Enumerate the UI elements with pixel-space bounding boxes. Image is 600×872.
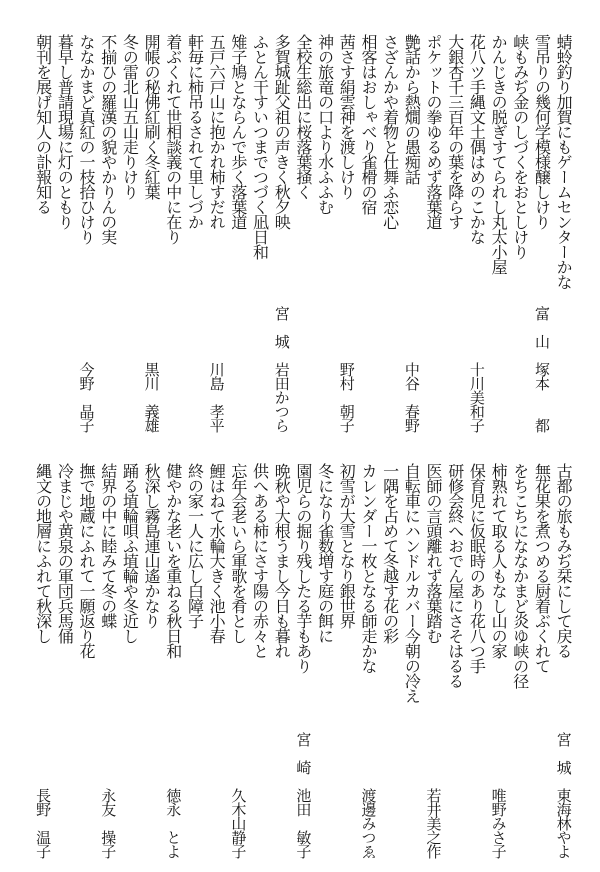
- haiku-column: [314, 463, 336, 858]
- author-block: [357, 788, 379, 858]
- haiku-text: 軒毎に柿吊るされて里しづか: [185, 34, 205, 229]
- haiku-column: [162, 34, 184, 432]
- haiku-column: [119, 34, 141, 432]
- haiku-column: [487, 463, 509, 858]
- author-block: [162, 788, 184, 858]
- haiku-column: [32, 34, 54, 432]
- haiku-text: 一隅を占めて冬越す花の彩: [380, 463, 400, 643]
- haiku-column: [401, 34, 423, 432]
- author-block: [140, 362, 162, 432]
- haiku-text: 神の旅竜の口より水ふふむ: [315, 34, 335, 214]
- haiku-column: [140, 34, 162, 432]
- author-name: 若井美之作: [424, 788, 443, 858]
- haiku-text: 峡もみぢ金のしづくをおとしけり: [510, 34, 530, 259]
- haiku-text: 雪吊りの幾何学模様醸しけり: [532, 34, 552, 229]
- haiku-column: [54, 463, 76, 858]
- author-block: [552, 732, 574, 858]
- haiku-column: [444, 463, 466, 858]
- haiku-column: [32, 463, 54, 858]
- haiku-text: 開帳の秘佛紅刷く冬紅葉: [142, 34, 162, 199]
- haiku-column: [292, 463, 314, 858]
- haiku-text: 古都の旅もみぢ栞にして戻る: [554, 463, 574, 658]
- haiku-section-top: [0, 34, 600, 432]
- author-prefecture: 富山: [532, 306, 551, 362]
- haiku-text: 保育児に仮眠時のあり花八つ手: [467, 463, 487, 673]
- author-name: 池田 敏子: [294, 788, 313, 858]
- haiku-text: 冷まじや黄泉の軍団兵馬俑: [55, 463, 75, 643]
- author-name: 唯野みさ子: [489, 788, 508, 858]
- haiku-text: 相客はおしゃべり雀榾の宿: [358, 34, 378, 214]
- author-name: 黒川 義雄: [142, 362, 161, 432]
- haiku-text: 朝刊を展げ知人の訃報知る: [33, 34, 53, 214]
- haiku-text: 医師の言頭離れず落葉踏む: [424, 463, 444, 643]
- author-block: [401, 362, 423, 432]
- haiku-text: ポケットの拳ゆるめず落葉道: [424, 34, 444, 229]
- haiku-text: カレンダー一枚となる師走かな: [358, 463, 378, 673]
- haiku-column: [422, 463, 444, 858]
- haiku-column: [466, 463, 488, 858]
- author-name: 十川美和子: [467, 362, 486, 432]
- haiku-column: [227, 34, 249, 432]
- haiku-text: をちこちにななかまど炎ゆ峡の径: [510, 463, 530, 688]
- column-group: [32, 463, 574, 858]
- haiku-column: [466, 34, 488, 432]
- haiku-text: 冬になり雀数増す庭の餌に: [315, 463, 335, 643]
- haiku-text: 暮早し普請現場に灯のともり: [55, 34, 75, 229]
- author-name: 徳永 とよ: [164, 788, 183, 858]
- haiku-text: 踊る埴輪唄ふ埴輪や冬近し: [120, 463, 140, 643]
- haiku-column: [335, 34, 357, 432]
- haiku-column: [379, 463, 401, 858]
- haiku-column: [184, 463, 206, 858]
- haiku-text: 秋深し霧島連山遙かなり: [142, 463, 162, 628]
- haiku-text: 園児らの掘り残したる芋もあり: [293, 463, 313, 673]
- haiku-text: 終の家一人に広し白障子: [185, 463, 205, 628]
- haiku-column: [140, 463, 162, 858]
- haiku-text: 蜻蛉釣り加賀にもゲームセンターかな: [554, 34, 574, 289]
- author-name: 今野 晶子: [77, 362, 96, 432]
- haiku-text: 多賀城趾父祖の声きく秋夕映: [272, 34, 292, 229]
- author-block: [205, 362, 227, 432]
- author-name: 塚本 都: [532, 362, 551, 432]
- author-block: [97, 788, 119, 858]
- author-block: [227, 788, 249, 858]
- haiku-text: かんじきの脱ぎすてられし丸太小屋: [489, 34, 509, 274]
- haiku-text: 大銀杏千三百年の葉を降らす: [445, 34, 465, 229]
- haiku-text: 冬の雷北山五山走りけり: [120, 34, 140, 199]
- author-prefecture: 宮城: [554, 732, 573, 788]
- haiku-column: [531, 34, 553, 432]
- haiku-column: [509, 34, 531, 432]
- haiku-column: [552, 34, 574, 432]
- haiku-text: 雉子鳩とならんで歩く落葉道: [228, 34, 248, 229]
- author-name: 久木山静子: [229, 788, 248, 858]
- haiku-column: [205, 34, 227, 432]
- author-name: 東海林やよ: [554, 788, 573, 858]
- haiku-column: [357, 34, 379, 432]
- haiku-text: さざんかや着物と仕舞ふ恋心: [380, 34, 400, 229]
- author-name: 永友 操子: [99, 788, 118, 858]
- haiku-column: [531, 463, 553, 858]
- haiku-text: 撫で地蔵にふれて一願返り花: [77, 463, 97, 658]
- author-block: [466, 362, 488, 432]
- haiku-text: 茜さす絹雲神を渡しけり: [337, 34, 357, 199]
- haiku-column: [97, 34, 119, 432]
- haiku-text: 供へある柿にさす陽の赤々と: [250, 463, 270, 658]
- haiku-column: [249, 463, 271, 858]
- haiku-column: [552, 463, 574, 858]
- haiku-column: [379, 34, 401, 432]
- haiku-text: 艶話から熱燗の愚痴話: [402, 34, 422, 184]
- author-name: 野村 朝子: [337, 362, 356, 432]
- author-prefecture: 宮城: [272, 306, 291, 362]
- haiku-text: 健やかな老いを重ねる秋日和: [163, 463, 183, 658]
- haiku-column: [184, 34, 206, 432]
- haiku-text: 忘年会老いら軍歌を肴とし: [228, 463, 248, 643]
- haiku-text: 結界の中に睦みて冬の蝶: [98, 463, 118, 628]
- author-prefecture: 宮崎: [294, 732, 313, 788]
- haiku-column: [119, 463, 141, 858]
- haiku-column: [335, 463, 357, 858]
- author-block: [292, 732, 314, 858]
- haiku-column: [292, 34, 314, 432]
- author-block: [270, 306, 292, 432]
- author-block: [531, 306, 553, 432]
- haiku-column: [422, 34, 444, 432]
- haiku-column: [249, 34, 271, 432]
- haiku-text: 全校生総出に桜落葉掻く: [293, 34, 313, 199]
- author-block: [75, 362, 97, 432]
- haiku-text: 着ぶくれて世相談義の中に在り: [163, 34, 183, 244]
- haiku-section-bottom: [0, 463, 600, 858]
- haiku-column: [75, 34, 97, 432]
- haiku-column: [270, 463, 292, 858]
- author-block: [422, 788, 444, 858]
- haiku-text: 晩秋や大根うまし今日も暮れ: [272, 463, 292, 658]
- author-name: 長野 温子: [34, 788, 53, 858]
- haiku-text: 初雪が大雪となり銀世界: [337, 463, 357, 628]
- haiku-text: 縄文の地層にふれて秋深し: [33, 463, 53, 643]
- haiku-text: 不揃ひの羅漢の貌やかりんの実: [98, 34, 118, 244]
- author-name: 渡邊みつゑ: [359, 788, 378, 858]
- haiku-text: 鯉はねて水輪大きく池小春: [207, 463, 227, 643]
- column-group: [32, 34, 574, 432]
- haiku-text: 無花果を煮つめる厨着ぶくれて: [532, 463, 552, 673]
- author-name: 岩田かつら: [272, 362, 291, 432]
- haiku-column: [97, 463, 119, 858]
- haiku-text: 研修会終へおでん屋にさそはるる: [445, 463, 465, 688]
- haiku-text: 柿熟れて取る人もなし山の家: [489, 463, 509, 658]
- haiku-text: ななかまど真紅の一枝拾ひけり: [77, 34, 97, 244]
- haiku-column: [444, 34, 466, 432]
- haiku-column: [487, 34, 509, 432]
- author-block: [487, 788, 509, 858]
- author-name: 川島 孝平: [207, 362, 226, 432]
- haiku-column: [357, 463, 379, 858]
- haiku-column: [270, 34, 292, 432]
- haiku-column: [509, 463, 531, 858]
- haiku-text: 五戸六戸山に抱かれ柿すだれ: [207, 34, 227, 229]
- haiku-column: [205, 463, 227, 858]
- haiku-column: [227, 463, 249, 858]
- haiku-text: ふとん干すいつまでつづく凪日和: [250, 34, 270, 259]
- haiku-text: 自転車にハンドルカバー今朝の冷え: [402, 463, 422, 703]
- author-block: [32, 788, 54, 858]
- haiku-column: [401, 463, 423, 858]
- haiku-text: 花八ツ手縄文土偶はめのこかな: [467, 34, 487, 244]
- author-block: [335, 362, 357, 432]
- haiku-column: [54, 34, 76, 432]
- haiku-column: [75, 463, 97, 858]
- haiku-column: [162, 463, 184, 858]
- author-name: 中谷 春野: [402, 362, 421, 432]
- haiku-column: [314, 34, 336, 432]
